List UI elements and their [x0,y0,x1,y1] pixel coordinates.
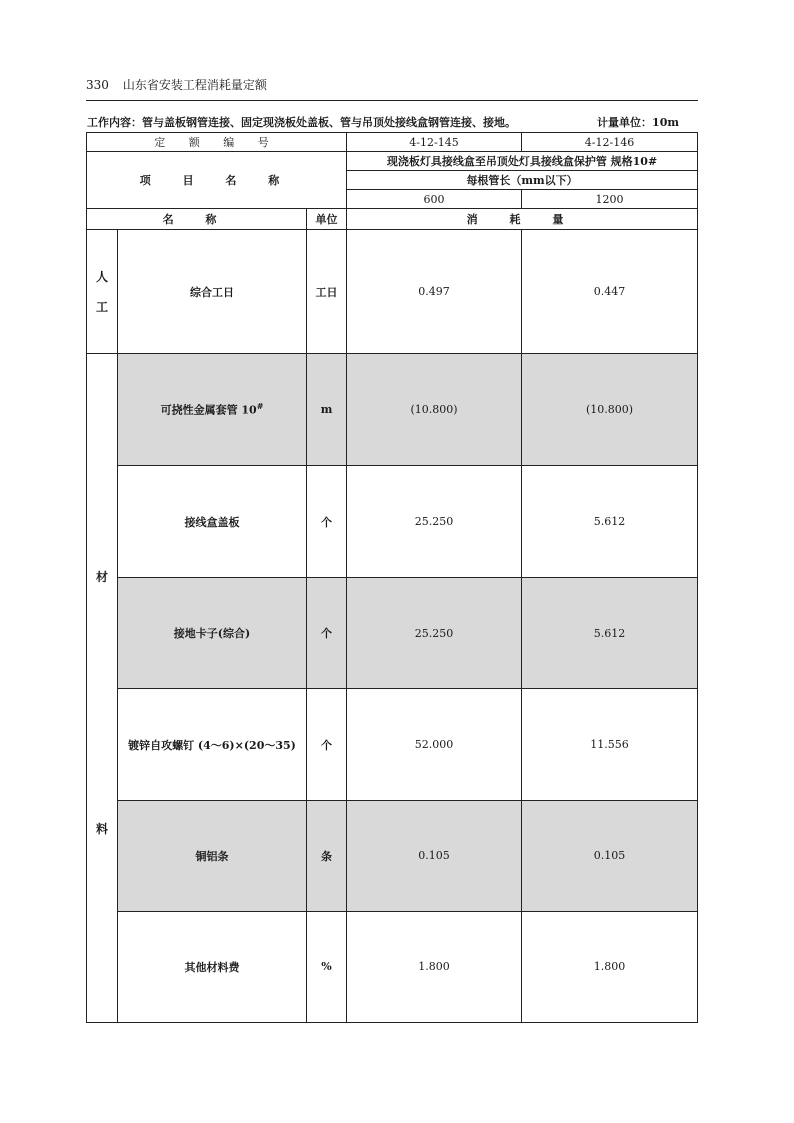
quota-code-2: 4-12-146 [522,133,698,152]
book-title: 山东省安装工程消耗量定额 [122,78,267,92]
table-row [87,466,698,578]
table-row [87,911,698,1022]
work-content-line [87,114,693,130]
item-title: 现浇板灯具接线盒至吊顶处灯具接线盒保护管 规格10# [347,152,698,171]
row-value-1: (10.800) [347,354,522,466]
col-name-header: 名 称 [87,209,307,230]
row-name: 可挠性金属套管 10# [118,354,307,466]
work-content-label: 工作内容： [87,116,142,129]
measurement-unit: 计量单位：10m [597,116,679,129]
row-unit: 工日 [307,230,347,354]
row-value-1: 25.250 [347,466,522,578]
row-value-1: 1.800 [347,911,522,1022]
row-value-1: 0.497 [347,230,522,354]
row-unit: % [307,911,347,1022]
table-row [87,230,698,354]
row-name: 铜铝条 [118,800,307,911]
work-content-text: 管与盖板钢管连接、固定现浇板处盖板、管与吊顶处接线盒钢管连接、接地。 [142,116,516,129]
col-unit-header: 单位 [307,209,347,230]
row-value-2: (10.800) [522,354,698,466]
row-name: 其他材料费 [118,911,307,1022]
row-name: 接地卡子(综合) [118,578,307,689]
page-number: 330 [86,78,109,92]
row-value-2: 5.612 [522,578,698,689]
row-unit: 个 [307,689,347,800]
category-material [87,354,118,1023]
pipe-length-1: 600 [347,190,522,209]
pipe-length-2: 1200 [522,190,698,209]
header-rule [86,100,698,101]
table-row [87,800,698,911]
table-row [87,578,698,689]
col-consumption-header: 消 耗 量 [347,209,698,230]
row-value-1: 52.000 [347,689,522,800]
row-value-2: 5.612 [522,466,698,578]
row-unit: 个 [307,466,347,578]
row-name: 综合工日 [118,230,307,354]
row-name-sup: # [256,401,264,412]
row-unit: 个 [307,578,347,689]
category-material-top: 材 [95,570,108,584]
row-value-2: 0.105 [522,800,698,911]
quota-code-label: 定 额 编 号 [87,133,347,152]
row-value-2: 1.800 [522,911,698,1022]
table-row [87,689,698,800]
quota-table [86,132,698,1023]
row-value-2: 11.556 [522,689,698,800]
row-name: 接线盒盖板 [118,466,307,578]
row-name: 镀锌自攻螺钉 (4～6)×(20～35) [118,689,307,800]
item-name-label: 项 目 名 称 [87,152,347,209]
row-value-1: 25.250 [347,578,522,689]
category-material-bottom: 料 [95,822,108,836]
category-labor: 人 工 [87,230,118,354]
table-row [87,354,698,466]
row-value-2: 0.447 [522,230,698,354]
pipe-length-subtitle: 每根管长（mm以下） [347,171,698,190]
page-header [86,76,267,93]
row-unit: 条 [307,800,347,911]
row-value-1: 0.105 [347,800,522,911]
quota-code-1: 4-12-145 [347,133,522,152]
row-unit: m [307,354,347,466]
